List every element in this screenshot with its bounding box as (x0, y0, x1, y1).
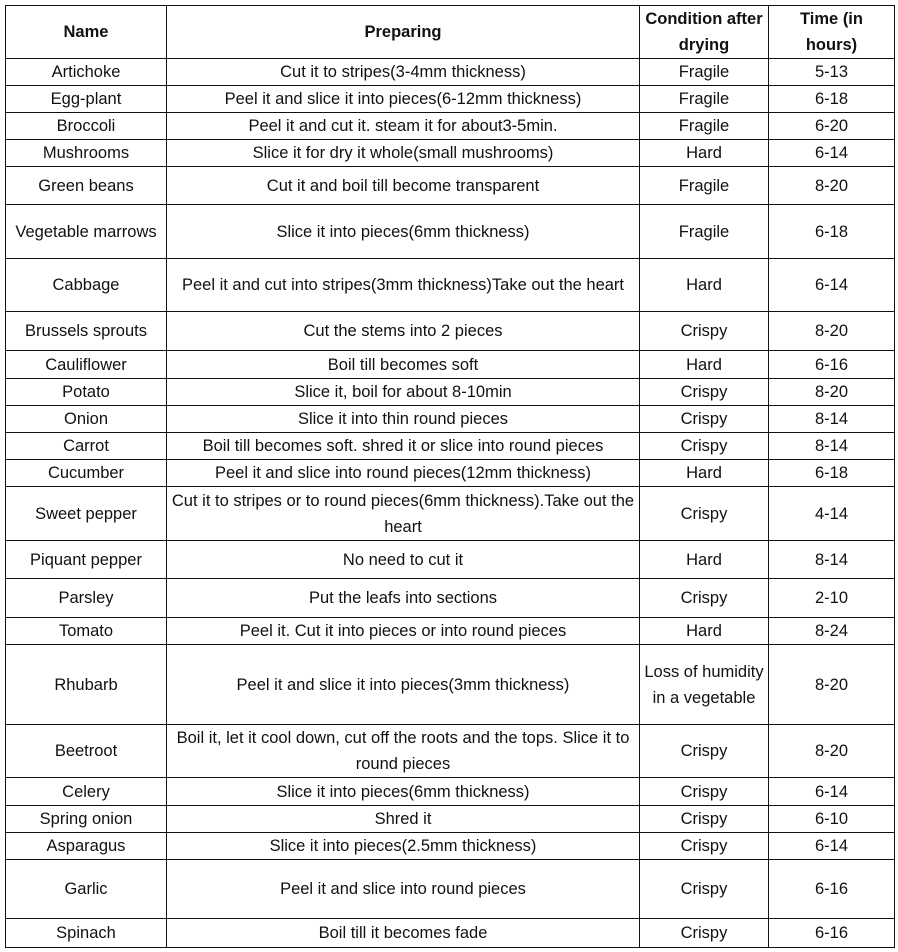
table-row (6, 541, 895, 579)
cell-condition: Fragile (640, 167, 769, 205)
cell-condition: Crispy (640, 725, 769, 778)
cell-time: 8-24 (769, 618, 895, 645)
cell-time: 8-14 (769, 406, 895, 433)
cell-time: 6-14 (769, 259, 895, 312)
cell-preparing: Peel it and slice it into pieces(6-12mm thickness) (167, 86, 640, 113)
table-row (6, 59, 895, 86)
cell-time: 8-20 (769, 379, 895, 406)
cell-time: 8-20 (769, 167, 895, 205)
cell-preparing: Peel it and slice it into pieces(3mm thickness) (167, 645, 640, 725)
header-row (6, 6, 895, 59)
cell-name: Green beans (6, 167, 167, 205)
cell-preparing: Peel it and slice into round pieces(12mm thickness) (167, 460, 640, 487)
cell-condition: Fragile (640, 113, 769, 140)
cell-name: Celery (6, 778, 167, 806)
cell-condition: Hard (640, 460, 769, 487)
table-row (6, 806, 895, 833)
cell-name: Mushrooms (6, 140, 167, 167)
cell-time: 8-20 (769, 312, 895, 351)
cell-time: 6-14 (769, 833, 895, 860)
vegetable-drying-table (5, 5, 895, 948)
cell-name: Tomato (6, 618, 167, 645)
cell-preparing: Cut it to stripes(3-4mm thickness) (167, 59, 640, 86)
cell-preparing: Put the leafs into sections (167, 579, 640, 618)
cell-name: Cucumber (6, 460, 167, 487)
cell-preparing: Slice it into pieces(6mm thickness) (167, 778, 640, 806)
cell-preparing: Peel it and slice into round pieces (167, 860, 640, 919)
cell-condition: Hard (640, 618, 769, 645)
cell-name: Broccoli (6, 113, 167, 140)
cell-condition: Fragile (640, 205, 769, 259)
cell-preparing: Peel it. Cut it into pieces or into round pieces (167, 618, 640, 645)
cell-condition: Crispy (640, 579, 769, 618)
cell-name: Onion (6, 406, 167, 433)
cell-name: Sweet pepper (6, 487, 167, 541)
cell-time: 6-16 (769, 860, 895, 919)
table-row (6, 167, 895, 205)
cell-name: Potato (6, 379, 167, 406)
cell-preparing: No need to cut it (167, 541, 640, 579)
table-row (6, 205, 895, 259)
cell-condition: Crispy (640, 833, 769, 860)
table-row (6, 86, 895, 113)
cell-preparing: Boil till becomes soft. shred it or slice into round pieces (167, 433, 640, 460)
cell-time: 8-14 (769, 433, 895, 460)
cell-name: Carrot (6, 433, 167, 460)
cell-name: Brussels sprouts (6, 312, 167, 351)
header-name: Name (6, 6, 167, 59)
table-row (6, 579, 895, 618)
cell-preparing: Cut the stems into 2 pieces (167, 312, 640, 351)
cell-condition: Crispy (640, 806, 769, 833)
cell-time: 6-14 (769, 140, 895, 167)
cell-time: 6-16 (769, 351, 895, 379)
header-time: Time (in hours) (769, 6, 895, 59)
cell-time: 6-18 (769, 86, 895, 113)
cell-condition: Crispy (640, 860, 769, 919)
cell-condition: Crispy (640, 433, 769, 460)
table-row (6, 645, 895, 725)
cell-time: 8-20 (769, 725, 895, 778)
table-row (6, 860, 895, 919)
table-row (6, 919, 895, 948)
cell-condition: Crispy (640, 406, 769, 433)
cell-time: 8-14 (769, 541, 895, 579)
cell-preparing: Peel it and cut it. steam it for about3-5min. (167, 113, 640, 140)
cell-name: Spinach (6, 919, 167, 948)
cell-preparing: Slice it into pieces(6mm thickness) (167, 205, 640, 259)
cell-name: Rhubarb (6, 645, 167, 725)
cell-name: Piquant pepper (6, 541, 167, 579)
cell-condition: Crispy (640, 919, 769, 948)
cell-preparing: Slice it, boil for about 8-10min (167, 379, 640, 406)
cell-time: 6-10 (769, 806, 895, 833)
cell-condition: Fragile (640, 59, 769, 86)
cell-name: Beetroot (6, 725, 167, 778)
cell-preparing: Slice it for dry it whole(small mushrooms) (167, 140, 640, 167)
table-row (6, 113, 895, 140)
cell-time: 6-16 (769, 919, 895, 948)
table-row (6, 487, 895, 541)
cell-condition: Fragile (640, 86, 769, 113)
cell-name: Cabbage (6, 259, 167, 312)
table-row (6, 406, 895, 433)
cell-preparing: Boil till becomes soft (167, 351, 640, 379)
cell-time: 8-20 (769, 645, 895, 725)
header-preparing: Preparing (167, 6, 640, 59)
cell-preparing: Slice it into thin round pieces (167, 406, 640, 433)
cell-name: Artichoke (6, 59, 167, 86)
cell-time: 6-20 (769, 113, 895, 140)
cell-condition: Loss of humidity in a vegetable (640, 645, 769, 725)
cell-preparing: Boil it, let it cool down, cut off the roots and the tops. Slice it to round pieces (167, 725, 640, 778)
cell-time: 2-10 (769, 579, 895, 618)
cell-condition: Hard (640, 351, 769, 379)
cell-condition: Crispy (640, 312, 769, 351)
cell-condition: Hard (640, 140, 769, 167)
table-row (6, 312, 895, 351)
cell-condition: Hard (640, 541, 769, 579)
cell-name: Vegetable marrows (6, 205, 167, 259)
cell-name: Spring onion (6, 806, 167, 833)
cell-time: 6-18 (769, 460, 895, 487)
cell-time: 6-14 (769, 778, 895, 806)
cell-preparing: Boil till it becomes fade (167, 919, 640, 948)
table-row (6, 725, 895, 778)
cell-preparing: Shred it (167, 806, 640, 833)
cell-preparing: Cut it and boil till become transparent (167, 167, 640, 205)
cell-condition: Hard (640, 259, 769, 312)
cell-condition: Crispy (640, 379, 769, 406)
cell-time: 6-18 (769, 205, 895, 259)
table-row (6, 460, 895, 487)
cell-name: Garlic (6, 860, 167, 919)
cell-condition: Crispy (640, 487, 769, 541)
table-row (6, 140, 895, 167)
cell-time: 4-14 (769, 487, 895, 541)
cell-name: Parsley (6, 579, 167, 618)
header-condition: Condition after drying (640, 6, 769, 59)
table-row (6, 618, 895, 645)
table-body (6, 59, 895, 948)
table-row (6, 259, 895, 312)
table-row (6, 833, 895, 860)
table-row (6, 351, 895, 379)
cell-preparing: Slice it into pieces(2.5mm thickness) (167, 833, 640, 860)
table-row (6, 433, 895, 460)
cell-condition: Crispy (640, 778, 769, 806)
cell-preparing: Cut it to stripes or to round pieces(6mm thickness).Take out the heart (167, 487, 640, 541)
cell-name: Egg-plant (6, 86, 167, 113)
cell-preparing: Peel it and cut into stripes(3mm thickness)Take out the heart (167, 259, 640, 312)
table-row (6, 778, 895, 806)
table-row (6, 379, 895, 406)
cell-name: Asparagus (6, 833, 167, 860)
cell-name: Cauliflower (6, 351, 167, 379)
cell-time: 5-13 (769, 59, 895, 86)
